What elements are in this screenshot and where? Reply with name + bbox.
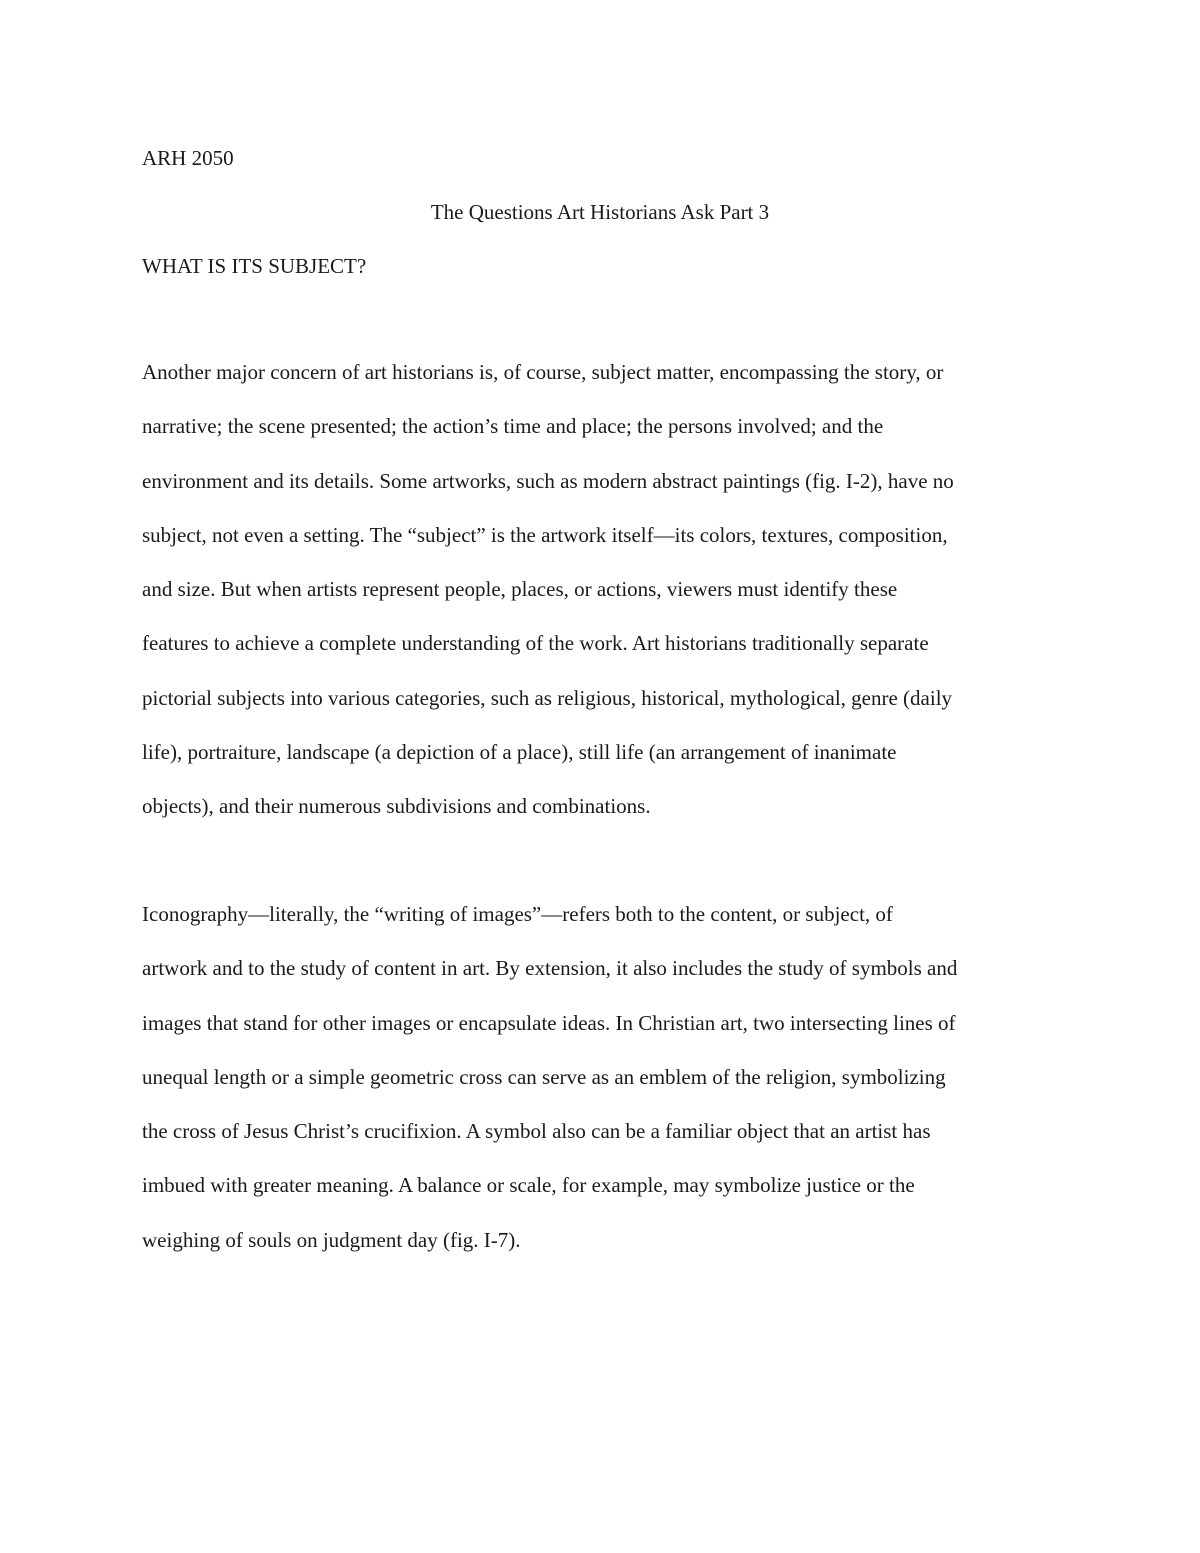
text-line: artwork and to the study of content in art. By extension, it also includes the study of symbols and [142, 956, 958, 981]
text-line: weighing of souls on judgment day (fig. I-7). [142, 1227, 521, 1252]
page-title: The Questions Art Historians Ask Part 3 [430, 200, 770, 224]
text-line: Another major concern of art historians is, of course, subject matter, encompassing the story, or [142, 360, 944, 384]
paragraph-iconography [142, 900, 1058, 1280]
text-line: life), portraiture, landscape (a depiction of a place), still life (an arrangement of inanimate [142, 740, 897, 765]
text-line: the cross of Jesus Christ’s crucifixion. A symbol also can be a familiar object that an artist has [142, 1119, 931, 1144]
paragraph-subject-matter [142, 358, 1058, 847]
text-line: features to achieve a complete understanding of the work. Art historians traditionally separate [142, 631, 929, 656]
text-line: unequal length or a simple geometric cross can serve as an emblem of the religion, symbolizing [142, 1064, 946, 1089]
text-line: images that stand for other images or encapsulate ideas. In Christian art, two intersecting lines of [142, 1010, 956, 1035]
text-line: imbued with greater meaning. A balance or scale, for example, may symbolize justice or the [142, 1173, 915, 1198]
text-line: narrative; the scene presented; the action’s time and place; the persons involved; and the [142, 414, 884, 439]
text-line: pictorial subjects into various categories, such as religious, historical, mythological, genre (daily [142, 685, 953, 710]
section-heading: WHAT IS ITS SUBJECT? [142, 254, 367, 278]
text-line: Iconography—literally, the “writing of images”—refers both to the content, or subject, of [142, 902, 893, 926]
text-line: objects), and their numerous subdivisions and combinations. [142, 794, 651, 819]
text-line: and size. But when artists represent people, places, or actions, viewers must identify these [142, 577, 898, 602]
text-line: environment and its details. Some artworks, such as modern abstract paintings (fig. I-2), have no [142, 468, 954, 493]
course-code: ARH 2050 [142, 146, 234, 170]
text-line: subject, not even a setting. The “subject” is the artwork itself—its colors, textures, composition, [142, 522, 948, 547]
